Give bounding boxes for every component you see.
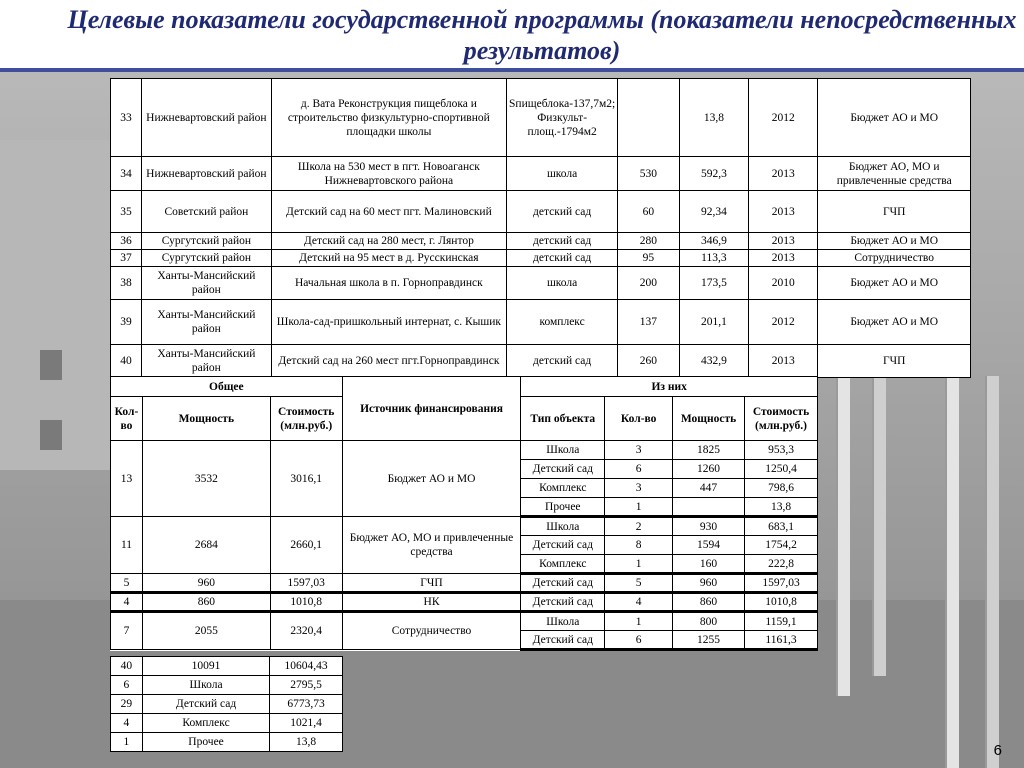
cell-capacity: 137: [618, 300, 679, 345]
group-cost: 1597,03: [270, 574, 342, 593]
item-capacity: 1825: [673, 441, 745, 460]
group-count: 7: [111, 612, 143, 650]
table-row: [111, 345, 971, 378]
cell-district: Сургутский район: [142, 250, 272, 267]
group-source: ГЧП: [342, 574, 521, 593]
cell-year: 2012: [749, 79, 818, 157]
total-label: 10091: [142, 657, 269, 676]
item-cost: 1159,1: [745, 612, 818, 631]
item-type: Детский сад: [521, 536, 605, 555]
total-label: Комплекс: [142, 714, 269, 733]
cell-source: Бюджет АО и МО: [818, 233, 971, 250]
cell-object: Школа на 530 мест в пгт. Новоаганск Нижневартовского района: [271, 157, 506, 191]
totals-row: [111, 657, 343, 676]
cell-source: Бюджет АО, МО и привлеченные средства: [818, 157, 971, 191]
total-label: Школа: [142, 676, 269, 695]
group-source: Бюджет АО и МО: [342, 441, 521, 517]
table-row: [111, 79, 971, 157]
item-cost: 798,6: [745, 479, 818, 498]
group-cost: 2320,4: [270, 612, 342, 650]
item-capacity: 160: [673, 555, 745, 574]
item-count: 3: [605, 441, 673, 460]
item-capacity: 800: [673, 612, 745, 631]
background-birch-trunk: [872, 376, 886, 676]
header-general: Общее: [111, 377, 343, 397]
cell-source: ГЧП: [818, 345, 971, 378]
item-cost: 683,1: [745, 517, 818, 536]
cell-capacity: 60: [618, 191, 679, 233]
cell-cost: 346,9: [679, 233, 748, 250]
item-count: 5: [605, 574, 673, 593]
cell-capacity: 95: [618, 250, 679, 267]
cell-cost: 173,5: [679, 267, 748, 300]
cell-capacity: 260: [618, 345, 679, 378]
cell-source: ГЧП: [818, 191, 971, 233]
cell-n: 35: [111, 191, 142, 233]
cell-n: 33: [111, 79, 142, 157]
total-cost: 1021,4: [270, 714, 343, 733]
cell-n: 39: [111, 300, 142, 345]
cell-year: 2010: [749, 267, 818, 300]
group-capacity: 2055: [142, 612, 270, 650]
group-source: Бюджет АО, МО и привлеченные средства: [342, 517, 521, 574]
cell-n: 40: [111, 345, 142, 378]
header-capacity: Мощность: [142, 397, 270, 441]
cell-cost: 92,34: [679, 191, 748, 233]
item-count: 1: [605, 612, 673, 631]
item-count: 3: [605, 479, 673, 498]
totals-row: [111, 695, 343, 714]
item-cost: 13,8: [745, 498, 818, 517]
group-count: 11: [111, 517, 143, 574]
cell-n: 38: [111, 267, 142, 300]
item-count: 6: [605, 460, 673, 479]
header-source: Источник финансирования: [342, 377, 521, 441]
header-cost: Стоимость (млн.руб.): [270, 397, 342, 441]
cell-year: 2013: [749, 233, 818, 250]
cell-district: Сургутский район: [142, 233, 272, 250]
cell-capacity: 530: [618, 157, 679, 191]
total-count: 1: [111, 733, 143, 752]
objects-table: [110, 78, 971, 378]
item-cost: 1010,8: [745, 593, 818, 612]
cell-cost: 13,8: [679, 79, 748, 157]
item-cost: 1754,2: [745, 536, 818, 555]
cell-source: Бюджет АО и МО: [818, 79, 971, 157]
item-capacity: 1260: [673, 460, 745, 479]
item-type: Детский сад: [521, 574, 605, 593]
header-object-type: Тип объекта: [521, 397, 605, 441]
group-count: 4: [111, 593, 143, 612]
cell-object: Детский сад на 280 мест, г. Лянтор: [271, 233, 506, 250]
cell-district: Ханты-Мансийский район: [142, 267, 272, 300]
item-type: Детский сад: [521, 460, 605, 479]
cell-type: детский сад: [507, 233, 618, 250]
table-row: [111, 157, 971, 191]
cell-capacity: 200: [618, 267, 679, 300]
total-label: Детский сад: [142, 695, 269, 714]
cell-year: 2013: [749, 157, 818, 191]
total-count: 40: [111, 657, 143, 676]
cell-object: Детский на 95 мест в д. Русскинская: [271, 250, 506, 267]
item-capacity: [673, 498, 745, 517]
cell-object: д. Вата Реконструкция пищеблока и строительство физкультурно-спортивной площадки школы: [271, 79, 506, 157]
cell-year: 2013: [749, 250, 818, 267]
item-capacity: 860: [673, 593, 745, 612]
item-type: Детский сад: [521, 593, 605, 612]
header-rule: [0, 68, 1024, 72]
cell-n: 37: [111, 250, 142, 267]
group-capacity: 960: [142, 574, 270, 593]
table-row: [111, 517, 818, 536]
total-cost: 6773,73: [270, 695, 343, 714]
table-row: [111, 300, 971, 345]
item-cost: 1161,3: [745, 631, 818, 650]
table-row: [111, 441, 818, 460]
item-cost: 1250,4: [745, 460, 818, 479]
item-capacity: 1594: [673, 536, 745, 555]
cell-source: Бюджет АО и МО: [818, 267, 971, 300]
cell-source: Бюджет АО и МО: [818, 300, 971, 345]
group-capacity: 2684: [142, 517, 270, 574]
group-source: НК: [342, 593, 521, 612]
group-capacity: 860: [142, 593, 270, 612]
total-count: 6: [111, 676, 143, 695]
cell-source: Сотрудничество: [818, 250, 971, 267]
cell-cost: 592,3: [679, 157, 748, 191]
header-item-capacity: Мощность: [673, 397, 745, 441]
cell-district: Ханты-Мансийский район: [142, 300, 272, 345]
table-row: [111, 250, 971, 267]
cell-type: детский сад: [507, 191, 618, 233]
item-type: Школа: [521, 517, 605, 536]
cell-cost: 113,3: [679, 250, 748, 267]
item-cost: 953,3: [745, 441, 818, 460]
background-birch-trunk: [985, 376, 999, 768]
item-capacity: 1255: [673, 631, 745, 650]
cell-object: Детский сад на 260 мест пгт.Горноправдинск: [271, 345, 506, 378]
cell-district: Нижневартовский район: [142, 79, 272, 157]
cell-cost: 201,1: [679, 300, 748, 345]
totals-row: [111, 676, 343, 695]
cell-cost: 432,9: [679, 345, 748, 378]
slide-number: 6: [993, 742, 1002, 759]
header-item-count: Кол-во: [605, 397, 673, 441]
item-type: Школа: [521, 441, 605, 460]
totals-row: [111, 733, 343, 752]
cell-type: школа: [507, 157, 618, 191]
cell-n: 36: [111, 233, 142, 250]
item-cost: 222,8: [745, 555, 818, 574]
item-count: 4: [605, 593, 673, 612]
cell-year: 2013: [749, 345, 818, 378]
item-cost: 1597,03: [745, 574, 818, 593]
cell-type: детский сад: [507, 345, 618, 378]
item-type: Школа: [521, 612, 605, 631]
group-capacity: 3532: [142, 441, 270, 517]
header-of-them: Из них: [521, 377, 818, 397]
group-source: Сотрудничество: [342, 612, 521, 650]
cell-object: Школа-сад-пришкольный интернат, с. Кышик: [271, 300, 506, 345]
group-count: 5: [111, 574, 143, 593]
group-count: 13: [111, 441, 143, 517]
group-cost: 1010,8: [270, 593, 342, 612]
totals-table: [110, 656, 343, 752]
table-row: [111, 267, 971, 300]
background-birch-trunk: [945, 376, 959, 768]
cell-capacity: [618, 79, 679, 157]
item-capacity: 960: [673, 574, 745, 593]
group-cost: 2660,1: [270, 517, 342, 574]
cell-district: Нижневартовский район: [142, 157, 272, 191]
item-capacity: 447: [673, 479, 745, 498]
item-count: 1: [605, 498, 673, 517]
item-type: Прочее: [521, 498, 605, 517]
background-birch-trunk: [836, 376, 850, 696]
cell-capacity: 280: [618, 233, 679, 250]
total-count: 29: [111, 695, 143, 714]
background-window: [40, 420, 62, 450]
cell-object: Детский сад на 60 мест пгт. Малиновский: [271, 191, 506, 233]
table-row: [111, 574, 818, 593]
item-capacity: 930: [673, 517, 745, 536]
item-type: Детский сад: [521, 631, 605, 650]
summary-table: [110, 376, 818, 651]
item-count: 6: [605, 631, 673, 650]
item-count: 2: [605, 517, 673, 536]
cell-district: Ханты-Мансийский район: [142, 345, 272, 378]
item-count: 1: [605, 555, 673, 574]
item-count: 8: [605, 536, 673, 555]
table-row: [111, 191, 971, 233]
cell-n: 34: [111, 157, 142, 191]
total-cost: 10604,43: [270, 657, 343, 676]
cell-district: Советский район: [142, 191, 272, 233]
total-cost: 2795,5: [270, 676, 343, 695]
item-type: Комплекс: [521, 555, 605, 574]
background-window: [40, 350, 62, 380]
cell-type: детский сад: [507, 250, 618, 267]
item-type: Комплекс: [521, 479, 605, 498]
cell-object: Начальная школа в п. Горноправдинск: [271, 267, 506, 300]
table-row: [111, 233, 971, 250]
slide-title: Целевые показатели государственной программы (показатели непосредственных результатов): [67, 5, 1017, 65]
cell-type: школа: [507, 267, 618, 300]
total-label: Прочее: [142, 733, 269, 752]
totals-row: [111, 714, 343, 733]
table-row: [111, 612, 818, 631]
cell-type: комплекс: [507, 300, 618, 345]
total-cost: 13,8: [270, 733, 343, 752]
cell-year: 2013: [749, 191, 818, 233]
table-row: [111, 593, 818, 612]
group-cost: 3016,1: [270, 441, 342, 517]
total-count: 4: [111, 714, 143, 733]
header-count: Кол-во: [111, 397, 143, 441]
cell-year: 2012: [749, 300, 818, 345]
cell-type: Sпищеблока-137,7м2; Физкульт-площ.-1794м2: [507, 79, 618, 157]
header-item-cost: Стоимость (млн.руб.): [745, 397, 818, 441]
